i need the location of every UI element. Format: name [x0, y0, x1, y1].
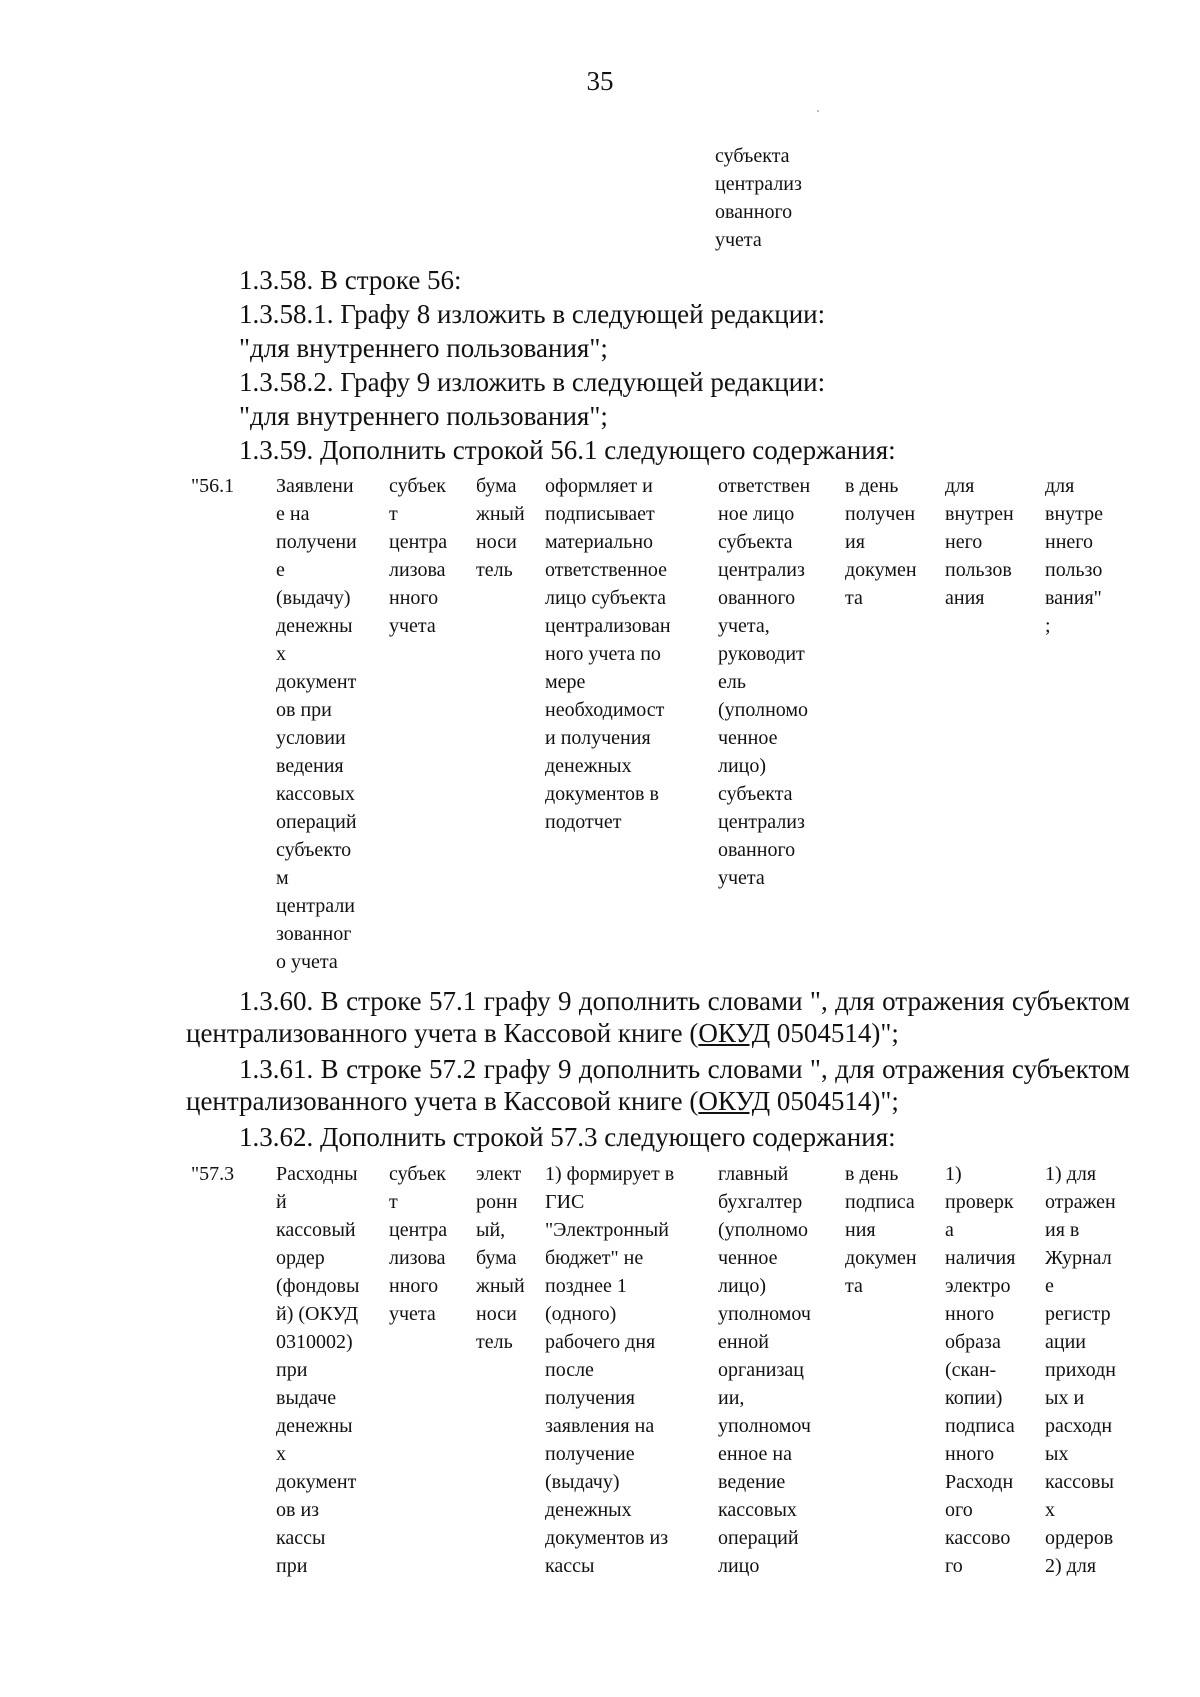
cell-line: подписа — [945, 1415, 1015, 1437]
cell-line: енное на — [718, 1443, 792, 1465]
cell-line: докумен — [845, 1247, 917, 1269]
cell-line: ответственное — [545, 559, 668, 581]
table-continuation — [715, 142, 802, 254]
cell-line: й) (ОКУД — [276, 1303, 359, 1325]
cell-line: ; — [1045, 615, 1051, 637]
cell-line: лизова — [389, 1247, 446, 1269]
cell-line: х — [276, 1443, 286, 1465]
cell-line: жный — [476, 1275, 525, 1297]
table-cell — [845, 472, 917, 612]
cell-line: (уполномо — [718, 1219, 809, 1241]
cell-line: отражен — [1045, 1191, 1116, 1213]
cell-line: 2) для — [1045, 1555, 1097, 1577]
table-cell — [718, 472, 810, 892]
cell-line: 0310002) — [276, 1331, 353, 1353]
cell-line: (уполномо — [718, 699, 809, 721]
cell-line: й — [276, 1191, 287, 1213]
cell-line: бюджет" не — [545, 1247, 644, 1269]
cell-line: получени — [276, 531, 357, 553]
cell-line: (фондовы — [276, 1275, 360, 1297]
quote-58-2: "для внутреннего пользования"; — [239, 401, 608, 431]
cell-line: учета, — [718, 615, 770, 637]
cell-line: кассовы — [1045, 1471, 1114, 1493]
cell-line: докумен — [845, 559, 917, 581]
cell-line: лицо — [718, 1555, 760, 1577]
cell-line: ия в — [1045, 1219, 1080, 1241]
cell-line: после — [545, 1359, 594, 1381]
cell-line: х — [276, 643, 286, 665]
cell-line: тель — [476, 559, 513, 581]
cell-line: централиз — [718, 811, 805, 833]
cell-line: материально — [545, 531, 654, 553]
paragraph-1-3-59: 1.3.59. Дополнить строкой 56.1 следующего содержания: — [239, 435, 896, 465]
cell-line: (одного) — [545, 1303, 617, 1325]
cell-line: 1) формирует в — [545, 1163, 675, 1185]
cell-line: и получения — [545, 727, 651, 749]
cell-line: главный — [718, 1163, 789, 1185]
cell-line: (выдачу) — [545, 1471, 620, 1493]
paragraph-1-3-58-2: 1.3.58.2. Графу 9 изложить в следующей редакции: — [239, 367, 826, 397]
cell-line: а — [945, 1219, 954, 1241]
cell-line: наличия — [945, 1247, 1016, 1269]
cell-line: ого — [945, 1499, 973, 1521]
cell-line: копии) — [945, 1387, 1003, 1409]
cell-line: документ — [276, 1471, 357, 1493]
cell-line: ного учета по — [545, 643, 661, 665]
cell-line: "57.3 — [191, 1163, 235, 1185]
continuation-line: ованного — [715, 201, 793, 223]
cell-line: Заявлени — [276, 475, 354, 497]
table-cell — [276, 472, 357, 976]
cell-line: денежны — [276, 1415, 353, 1437]
table-cell — [1045, 1160, 1116, 1580]
cell-line: ия — [845, 531, 865, 553]
table-cell — [718, 1160, 811, 1580]
cell-line: при — [276, 1359, 308, 1381]
quote-58-1: "для внутреннего пользования"; — [239, 333, 608, 363]
cell-line: подотчет — [545, 811, 622, 833]
continuation-line: учета — [715, 229, 762, 251]
cell-line: ченное — [718, 1247, 778, 1269]
cell-line: нного — [389, 587, 439, 609]
cell-line: документ — [276, 671, 357, 693]
cell-line: лицо) — [718, 755, 767, 777]
cell-line: ответствен — [718, 475, 811, 497]
cell-line: внутрен — [945, 503, 1014, 525]
cell-line: проверк — [945, 1191, 1014, 1213]
cell-line: ннего — [1045, 531, 1093, 553]
cell-line: уполномоч — [718, 1303, 811, 1325]
cell-line: нного — [389, 1275, 439, 1297]
table-cell — [545, 472, 671, 836]
cell-line: лизова — [389, 559, 446, 581]
cell-line: ых и — [1045, 1387, 1085, 1409]
cell-line: документов в — [545, 783, 659, 805]
cell-line: кассовый — [276, 1219, 356, 1241]
cell-line: ованного — [718, 839, 796, 861]
cell-line: ГИС — [545, 1191, 585, 1213]
cell-line: ов при — [276, 699, 332, 721]
cell-line: субъек — [389, 475, 446, 497]
cell-line: ации — [1045, 1331, 1086, 1353]
cell-line: ии, — [718, 1387, 745, 1409]
cell-line: Расходн — [945, 1471, 1014, 1493]
cell-line: бума — [476, 1247, 517, 1269]
cell-line: 1) для — [1045, 1163, 1097, 1185]
cell-line: ель — [718, 671, 746, 693]
para-60-tail: 0504514)"; — [770, 1018, 899, 1048]
cell-line: образа — [945, 1331, 1001, 1353]
cell-line: электро — [945, 1275, 1011, 1297]
cell-line: нного — [945, 1303, 995, 1325]
cell-line: подписа — [845, 1191, 915, 1213]
cell-line: денежных — [545, 1499, 632, 1521]
cell-line: бухгалтер — [718, 1191, 803, 1213]
table-cell — [389, 1160, 447, 1328]
table-cell — [845, 1160, 917, 1300]
cell-line: лицо субъекта — [545, 587, 666, 609]
cell-line: централиз — [718, 559, 805, 581]
cell-line: учета — [718, 867, 765, 889]
cell-line: расходн — [1045, 1415, 1113, 1437]
cell-line: т — [389, 503, 398, 525]
scan-speck — [817, 110, 819, 112]
cell-line: центра — [389, 531, 448, 553]
cell-line: центра — [389, 1219, 448, 1241]
cell-line: заявления на — [545, 1415, 655, 1437]
cell-line: централизован — [545, 615, 671, 637]
cell-line: е — [276, 559, 285, 581]
para-61-tail: 0504514)"; — [770, 1086, 899, 1116]
table-cell — [191, 1160, 234, 1188]
cell-line: субъекта — [718, 531, 793, 553]
cell-line: ордер — [276, 1247, 325, 1269]
table-cell — [545, 1160, 674, 1580]
cell-line: кассовых — [276, 783, 355, 805]
cell-line: го — [945, 1555, 963, 1577]
cell-line: него — [945, 531, 983, 553]
cell-line: рабочего дня — [545, 1331, 656, 1353]
cell-line: кассово — [945, 1527, 1011, 1549]
cell-line: енной — [718, 1331, 769, 1353]
cell-line: "56.1 — [191, 475, 235, 497]
okud-link[interactable]: ОКУД — [698, 1018, 771, 1048]
cell-line: носи — [476, 531, 517, 553]
cell-line: Расходны — [276, 1163, 358, 1185]
cell-line: е — [1045, 1275, 1054, 1297]
table-cell — [945, 472, 1014, 612]
cell-line: ордеров — [1045, 1527, 1114, 1549]
cell-line: та — [845, 587, 863, 609]
cell-line: регистр — [1045, 1303, 1111, 1325]
cell-line: уполномоч — [718, 1415, 811, 1437]
cell-line: денежных — [545, 755, 632, 777]
cell-line: получение — [545, 1443, 635, 1465]
table-cell — [1045, 472, 1103, 640]
table-row-57-3 — [0, 1160, 1200, 1600]
cell-line: (скан- — [945, 1359, 997, 1381]
cell-line: выдаче — [276, 1387, 337, 1409]
cell-line: вания" — [1045, 587, 1102, 609]
cell-line: кассовых — [718, 1499, 797, 1521]
cell-line: ый, — [476, 1219, 506, 1241]
para-61-text: 1.3.61. В строке 57.2 графу 9 дополнить словами ", для отражения субъектом централизованного учета в Кассовой книге ( — [186, 1054, 1130, 1116]
cell-line: та — [845, 1275, 863, 1297]
cell-line: кассы — [545, 1555, 595, 1577]
table-cell — [389, 472, 447, 640]
cell-line: пользов — [945, 559, 1012, 581]
table-cell — [476, 1160, 525, 1356]
cell-line: операций — [276, 811, 357, 833]
cell-line: субъекта — [718, 783, 793, 805]
cell-line: для — [945, 475, 975, 497]
cell-line: для — [1045, 475, 1075, 497]
cell-line: ов из — [276, 1499, 320, 1521]
cell-line: лицо) — [718, 1275, 767, 1297]
cell-line: руководит — [718, 643, 805, 665]
cell-line: субъекто — [276, 839, 352, 861]
cell-line: денежны — [276, 615, 353, 637]
paragraph-1-3-61 — [186, 1053, 1130, 1117]
cell-line: нного — [945, 1443, 995, 1465]
cell-line: учета — [389, 615, 436, 637]
cell-line: организац — [718, 1359, 804, 1381]
table-cell — [476, 472, 525, 584]
cell-line: условии — [276, 727, 346, 749]
cell-line: носи — [476, 1303, 517, 1325]
cell-line: позднее 1 — [545, 1275, 627, 1297]
cell-line: ведения — [276, 755, 344, 777]
cell-line: кассы — [276, 1527, 326, 1549]
paragraph-1-3-58-1: 1.3.58.1. Графу 8 изложить в следующей редакции: — [239, 299, 826, 329]
cell-line: в день — [845, 1163, 899, 1185]
cell-line: ронн — [476, 1191, 518, 1213]
cell-line: получения — [545, 1387, 635, 1409]
cell-line: 1) — [945, 1163, 962, 1185]
cell-line: централи — [276, 895, 356, 917]
cell-line: приходн — [1045, 1359, 1116, 1381]
cell-line: бума — [476, 475, 517, 497]
cell-line: "Электронный — [545, 1219, 669, 1241]
para-60-text: 1.3.60. В строке 57.1 графу 9 дополнить словами ", для отражения субъектом централизованного учета в Кассовой книге ( — [186, 986, 1130, 1048]
cell-line: элект — [476, 1163, 522, 1185]
cell-line: х — [1045, 1499, 1055, 1521]
cell-line: ованного — [718, 587, 796, 609]
cell-line: ведение — [718, 1471, 786, 1493]
cell-line: внутре — [1045, 503, 1104, 525]
cell-line: ых — [1045, 1443, 1069, 1465]
cell-line: субъек — [389, 1163, 446, 1185]
cell-line: е на — [276, 503, 310, 525]
cell-line: о учета — [276, 951, 338, 973]
cell-line: зованног — [276, 923, 352, 945]
table-cell — [276, 1160, 359, 1580]
paragraph-1-3-60 — [186, 985, 1130, 1049]
cell-line: документов из — [545, 1527, 669, 1549]
cell-line: в день — [845, 475, 899, 497]
table-row-56-1 — [0, 472, 1200, 972]
cell-line: ченное — [718, 727, 778, 749]
cell-line: учета — [389, 1303, 436, 1325]
cell-line: ния — [845, 1219, 876, 1241]
cell-line: мере — [545, 671, 586, 693]
continuation-line: субъекта — [715, 145, 790, 167]
cell-line: при — [276, 1555, 308, 1577]
table-cell — [945, 1160, 1015, 1580]
okud-link[interactable]: ОКУД — [698, 1086, 771, 1116]
cell-line: Журнал — [1045, 1247, 1112, 1269]
cell-line: пользо — [1045, 559, 1103, 581]
cell-line: подписывает — [545, 503, 655, 525]
cell-line: ное лицо — [718, 503, 795, 525]
table-cell — [191, 472, 234, 500]
paragraph-1-3-58: 1.3.58. В строке 56: — [239, 265, 462, 295]
cell-line: оформляет и — [545, 475, 653, 497]
cell-line: ания — [945, 587, 985, 609]
paragraph-1-3-62: 1.3.62. Дополнить строкой 57.3 следующего содержания: — [239, 1122, 896, 1152]
page-number: 35 — [586, 66, 614, 96]
cell-line: м — [276, 867, 289, 889]
cell-line: (выдачу) — [276, 587, 351, 609]
cell-line: жный — [476, 503, 525, 525]
cell-line: получен — [845, 503, 916, 525]
cell-line: операций — [718, 1527, 799, 1549]
cell-line: необходимост — [545, 699, 665, 721]
continuation-line: централиз — [715, 173, 802, 195]
cell-line: т — [389, 1191, 398, 1213]
cell-line: тель — [476, 1331, 513, 1353]
